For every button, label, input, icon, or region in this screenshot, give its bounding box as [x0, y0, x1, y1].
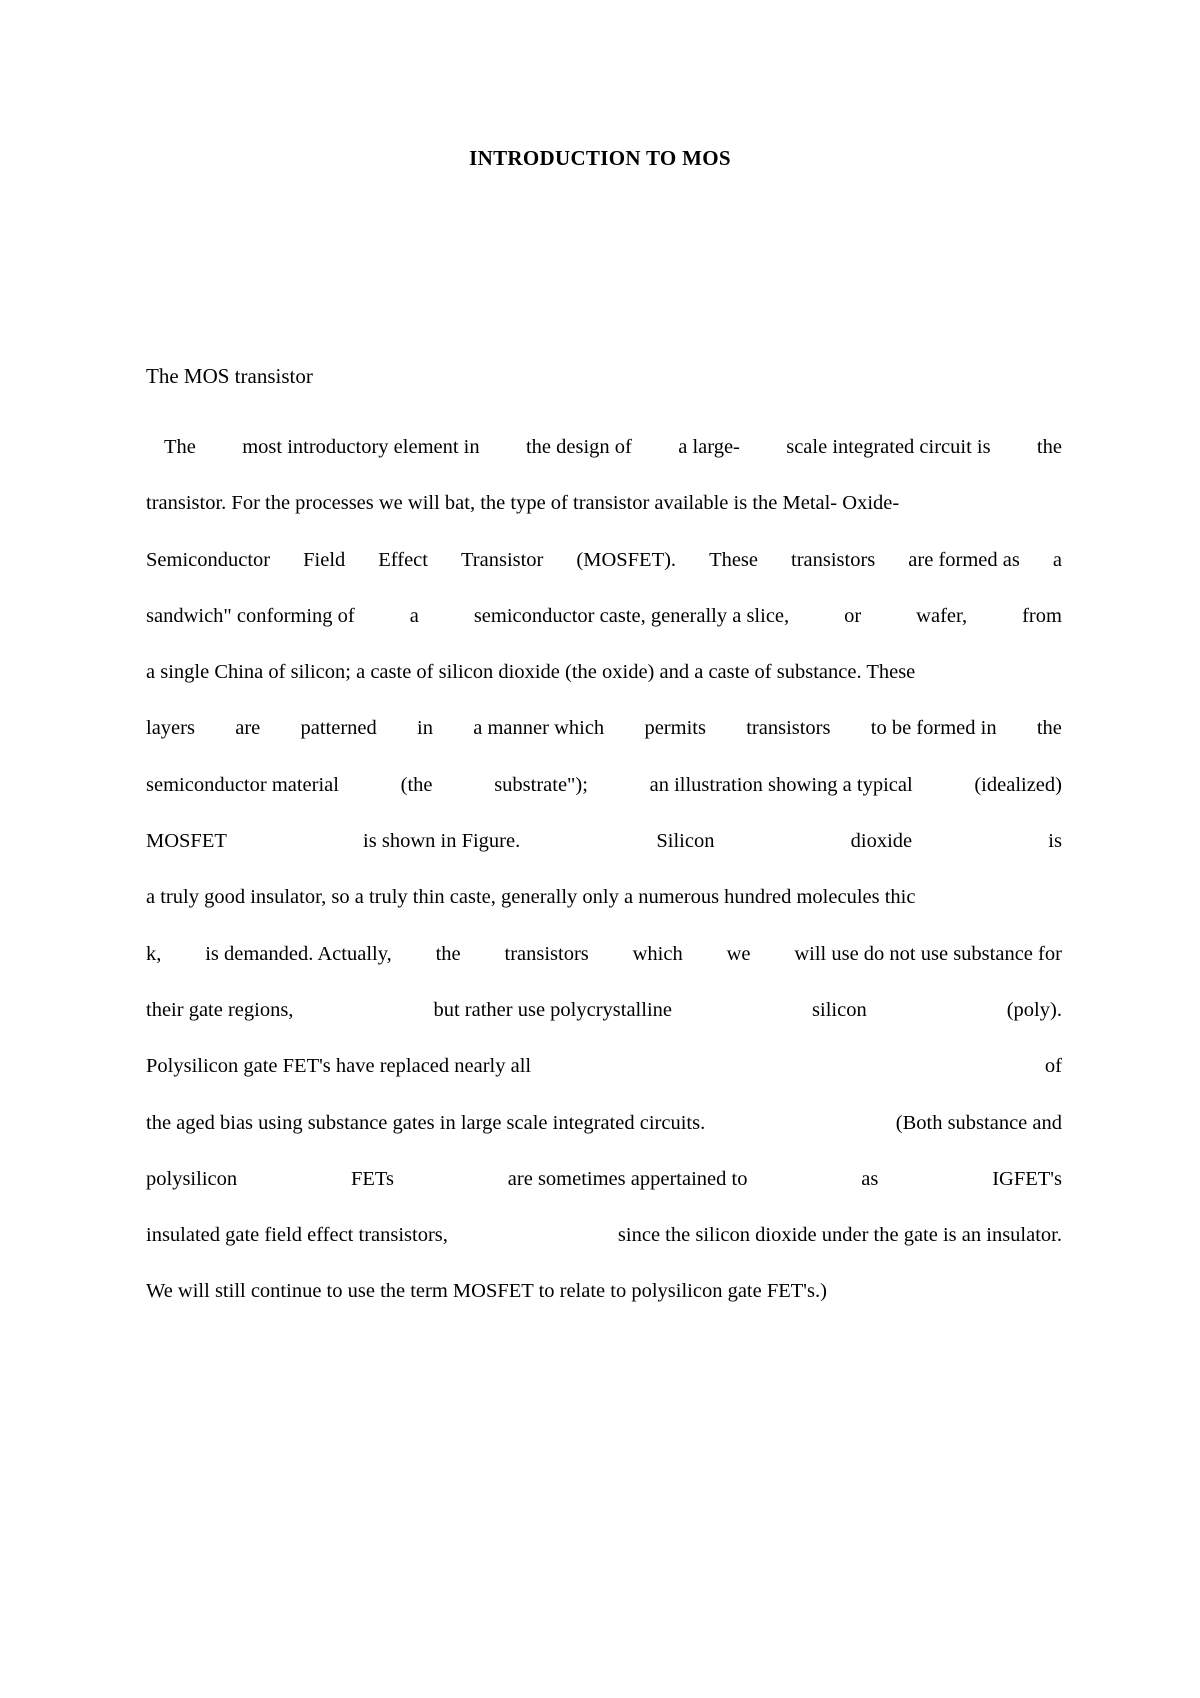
text-segment: wafer, — [916, 604, 968, 627]
text-segment: (Both substance and — [895, 1111, 1062, 1134]
text-line — [146, 1109, 1062, 1165]
text-segment: FETs — [350, 1167, 394, 1190]
text-segment: the — [1036, 436, 1062, 458]
text-line — [146, 883, 1062, 939]
text-segment: (idealized) — [974, 773, 1062, 796]
text-segment: polysilicon — [146, 1167, 238, 1190]
text-segment: transistor. For the processes we will bat, the type of transistor available is the Metal- Oxide- — [146, 492, 900, 515]
text-segment: layers — [146, 717, 195, 740]
text-segment: or — [844, 604, 862, 627]
text-segment: These — [709, 548, 759, 571]
text-segment: a manner which — [473, 717, 605, 740]
text-segment: a — [1052, 548, 1062, 571]
text-segment: Silicon — [656, 830, 715, 853]
text-segment: since the silicon dioxide under the gate is an insulator. — [617, 1224, 1062, 1247]
body-paragraph — [146, 433, 1062, 1334]
text-segment: as — [861, 1167, 879, 1190]
text-line — [146, 996, 1062, 1052]
text-segment: but rather use polycrystalline — [433, 998, 672, 1021]
text-segment: permits — [644, 717, 706, 740]
text-line — [146, 1277, 1062, 1333]
text-segment: we — [726, 942, 751, 965]
text-segment: a large- — [678, 436, 740, 458]
text-line — [146, 489, 1062, 545]
text-segment: in — [417, 717, 433, 740]
text-line — [146, 546, 1062, 602]
text-line — [146, 714, 1062, 770]
text-segment: transistors — [504, 942, 589, 965]
text-segment: are sometimes appertained to — [507, 1167, 748, 1190]
text-segment: Transistor — [460, 548, 544, 571]
text-segment: the — [435, 942, 461, 965]
text-segment: patterned — [300, 717, 377, 740]
text-segment: semiconductor caste, generally a slice, — [473, 604, 790, 627]
text-segment: MOSFET — [146, 830, 227, 853]
text-segment: which — [632, 942, 683, 965]
text-segment: scale integrated circuit is — [786, 436, 991, 458]
text-segment: The — [164, 436, 196, 458]
text-line — [146, 1052, 1062, 1108]
text-segment: substrate"); — [494, 773, 588, 796]
text-line — [146, 1221, 1062, 1277]
text-segment: is demanded. Actually, — [205, 942, 392, 965]
text-segment: silicon — [812, 998, 867, 1021]
text-segment: are formed as — [908, 548, 1020, 571]
text-segment: sandwich" conforming of — [146, 604, 355, 627]
text-segment: (poly). — [1006, 998, 1062, 1021]
text-line — [146, 433, 1062, 489]
text-segment: of — [1044, 1055, 1062, 1078]
text-line — [146, 940, 1062, 996]
text-segment: the — [1036, 717, 1062, 740]
text-segment: insulated gate field effect transistors, — [146, 1224, 448, 1247]
text-segment: to be formed in — [870, 717, 997, 740]
text-segment: Polysilicon gate FET's have replaced nearly all — [146, 1055, 532, 1078]
text-line — [146, 827, 1062, 883]
text-segment: an illustration showing a typical — [649, 773, 913, 796]
text-line — [146, 1165, 1062, 1221]
text-segment: transistors — [791, 548, 876, 571]
text-segment: a truly good insulator, so a truly thin caste, generally only a numerous hundred molecules thic — [146, 886, 916, 909]
text-segment: is shown in Figure. — [363, 830, 521, 853]
text-segment: from — [1022, 604, 1062, 627]
text-segment: the design of — [525, 436, 632, 458]
text-segment: We will still continue to use the term MOSFET to relate to polysilicon gate FET's.) — [146, 1280, 827, 1303]
text-segment: Semiconductor — [146, 548, 271, 571]
text-segment: most introductory element in — [242, 436, 480, 458]
text-segment: Effect — [378, 548, 428, 571]
text-line — [146, 602, 1062, 658]
text-segment: a single China of silicon; a caste of silicon dioxide (the oxide) and a caste of substance. These — [146, 661, 916, 684]
text-segment: IGFET's — [992, 1167, 1062, 1190]
text-line — [146, 771, 1062, 827]
text-segment: Field — [303, 548, 346, 571]
text-segment: (the — [400, 773, 433, 796]
text-segment: a — [409, 604, 419, 627]
text-segment: the aged bias using substance gates in large scale integrated circuits. — [146, 1111, 706, 1134]
document-title: INTRODUCTION TO MOS — [469, 146, 731, 170]
text-segment: dioxide — [850, 830, 913, 853]
text-segment: will use do not use substance for — [794, 942, 1062, 965]
section-heading: The MOS transistor — [146, 364, 313, 388]
text-segment: (MOSFET). — [576, 548, 677, 571]
text-segment: their gate regions, — [146, 998, 294, 1021]
text-segment: semiconductor material — [146, 773, 339, 796]
text-segment: are — [235, 717, 261, 740]
text-line — [146, 658, 1062, 714]
text-segment: is — [1048, 830, 1062, 853]
text-segment: transistors — [746, 717, 831, 740]
text-segment: k, — [146, 942, 162, 965]
